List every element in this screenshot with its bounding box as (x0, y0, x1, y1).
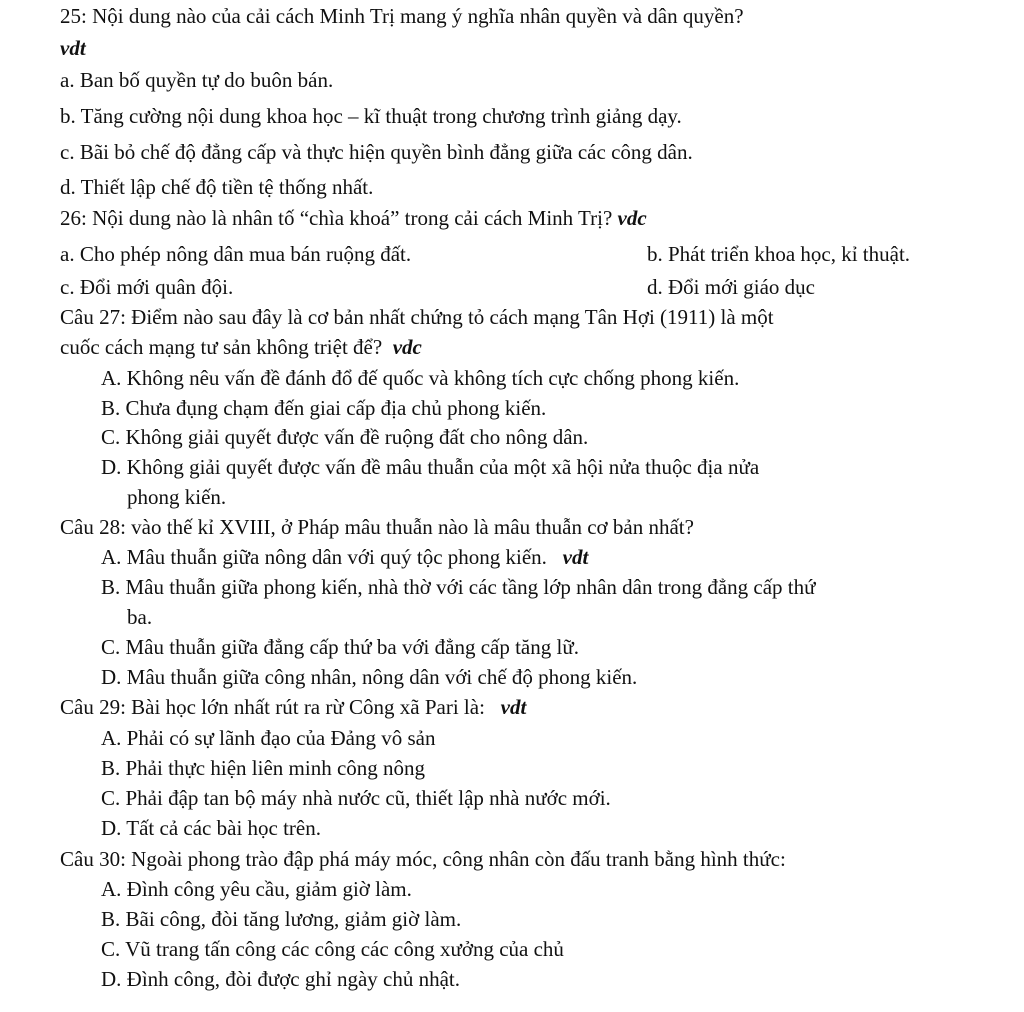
question-30-option-d: D. Đình công, đòi được ghỉ ngày chủ nhật. (101, 967, 461, 991)
question-25-option-a: a. Ban bố quyền tự do buôn bán. (60, 68, 334, 92)
question-29-option-a: A. Phải có sự lãnh đạo của Đảng vô sản (101, 726, 436, 750)
question-25-stem (60, 6, 744, 27)
question-27-option-d-line-1: D. Không giải quyết được vấn đề mâu thuẫn của một xã hội nửa thuộc địa nửa (101, 455, 760, 479)
question-26-option-a: a. Cho phép nông dân mua bán ruộng đất. (60, 242, 412, 266)
question-26-level-tag: vdc (617, 206, 647, 230)
question-27-option-a: A. Không nêu vấn đề đánh đổ đế quốc và không tích cực chống phong kiến. (101, 366, 740, 390)
question-26-option-b: b. Phát triển khoa học, kỉ thuật. (647, 242, 911, 266)
question-30-option-c: C. Vũ trang tấn công các công các công xưởng của chủ (101, 937, 564, 961)
question-26-option-c: c. Đổi mới quân đội. (60, 275, 234, 299)
question-30-option-b: B. Bãi công, đòi tăng lương, giảm giờ làm. (101, 907, 462, 931)
question-29-text: Câu 29: Bài học lớn nhất rút ra rừ Công xã Pari là: (60, 695, 485, 719)
question-27-option-d-line-2: phong kiến. (127, 485, 227, 509)
question-27-stem-line-1: Câu 27: Điểm nào sau đây là cơ bản nhất chứng tỏ cách mạng Tân Hợi (1911) là một (60, 305, 774, 329)
question-29-option-b: B. Phải thực hiện liên minh công nông (101, 756, 426, 780)
question-28-option-a (101, 547, 588, 568)
question-29-stem (60, 697, 526, 718)
question-27-stem-line-2 (60, 337, 422, 358)
question-30-option-a: A. Đình công yêu cầu, giảm giờ làm. (101, 877, 412, 901)
question-28-option-b-line-2: ba. (127, 605, 153, 629)
question-29-option-c: C. Phải đập tan bộ máy nhà nước cũ, thiết lập nhà nước mới. (101, 786, 611, 810)
question-26-option-d: d. Đổi mới giáo dục (647, 275, 815, 299)
question-25-option-b: b. Tăng cường nội dung khoa học – kĩ thuật trong chương trình giảng dạy. (60, 104, 682, 128)
question-29-option-d: D. Tất cả các bài học trên. (101, 816, 321, 840)
question-27-option-c: C. Không giải quyết được vấn đề ruộng đất cho nông dân. (101, 425, 589, 449)
question-27-text: cuốc cách mạng tư sản không triệt để? (60, 335, 383, 359)
question-26-stem (60, 208, 647, 229)
question-28-option-c: C. Mâu thuẫn giữa đẳng cấp thứ ba với đẳng cấp tăng lữ. (101, 635, 579, 659)
question-28-level-tag: vdt (562, 545, 589, 569)
question-28-option-b-line-1: B. Mâu thuẫn giữa phong kiến, nhà thờ với các tầng lớp nhân dân trong đẳng cấp thứ (101, 575, 816, 599)
question-25-option-c: c. Bãi bỏ chế độ đẳng cấp và thực hiện quyền bình đẳng giữa các công dân. (60, 140, 693, 164)
question-27-level-tag: vdc (392, 335, 422, 359)
question-25-option-d: d. Thiết lập chế độ tiền tệ thống nhất. (60, 175, 374, 199)
question-30-stem: Câu 30: Ngoài phong trào đập phá máy móc, công nhân còn đấu tranh bằng hình thức: (60, 847, 786, 871)
question-29-level-tag: vdt (500, 695, 527, 719)
question-28-option-a-text: A. Mâu thuẫn giữa nông dân với quý tộc phong kiến. (101, 545, 547, 569)
question-25-level-tag: vdt (60, 36, 86, 60)
question-27-option-b: B. Chưa đụng chạm đến giai cấp địa chủ phong kiến. (101, 396, 547, 420)
question-28-stem: Câu 28: vào thế kỉ XVIII, ở Pháp mâu thuẫn nào là mâu thuẫn cơ bản nhất? (60, 515, 694, 539)
question-28-option-d: D. Mâu thuẫn giữa công nhân, nông dân với chế độ phong kiến. (101, 665, 638, 689)
question-26-text: 26: Nội dung nào là nhân tố “chìa khoá” trong cải cách Minh Trị? (60, 206, 613, 230)
question-25-text: 25: Nội dung nào của cải cách Minh Trị mang ý nghĩa nhân quyền và dân quyền? (60, 4, 744, 28)
